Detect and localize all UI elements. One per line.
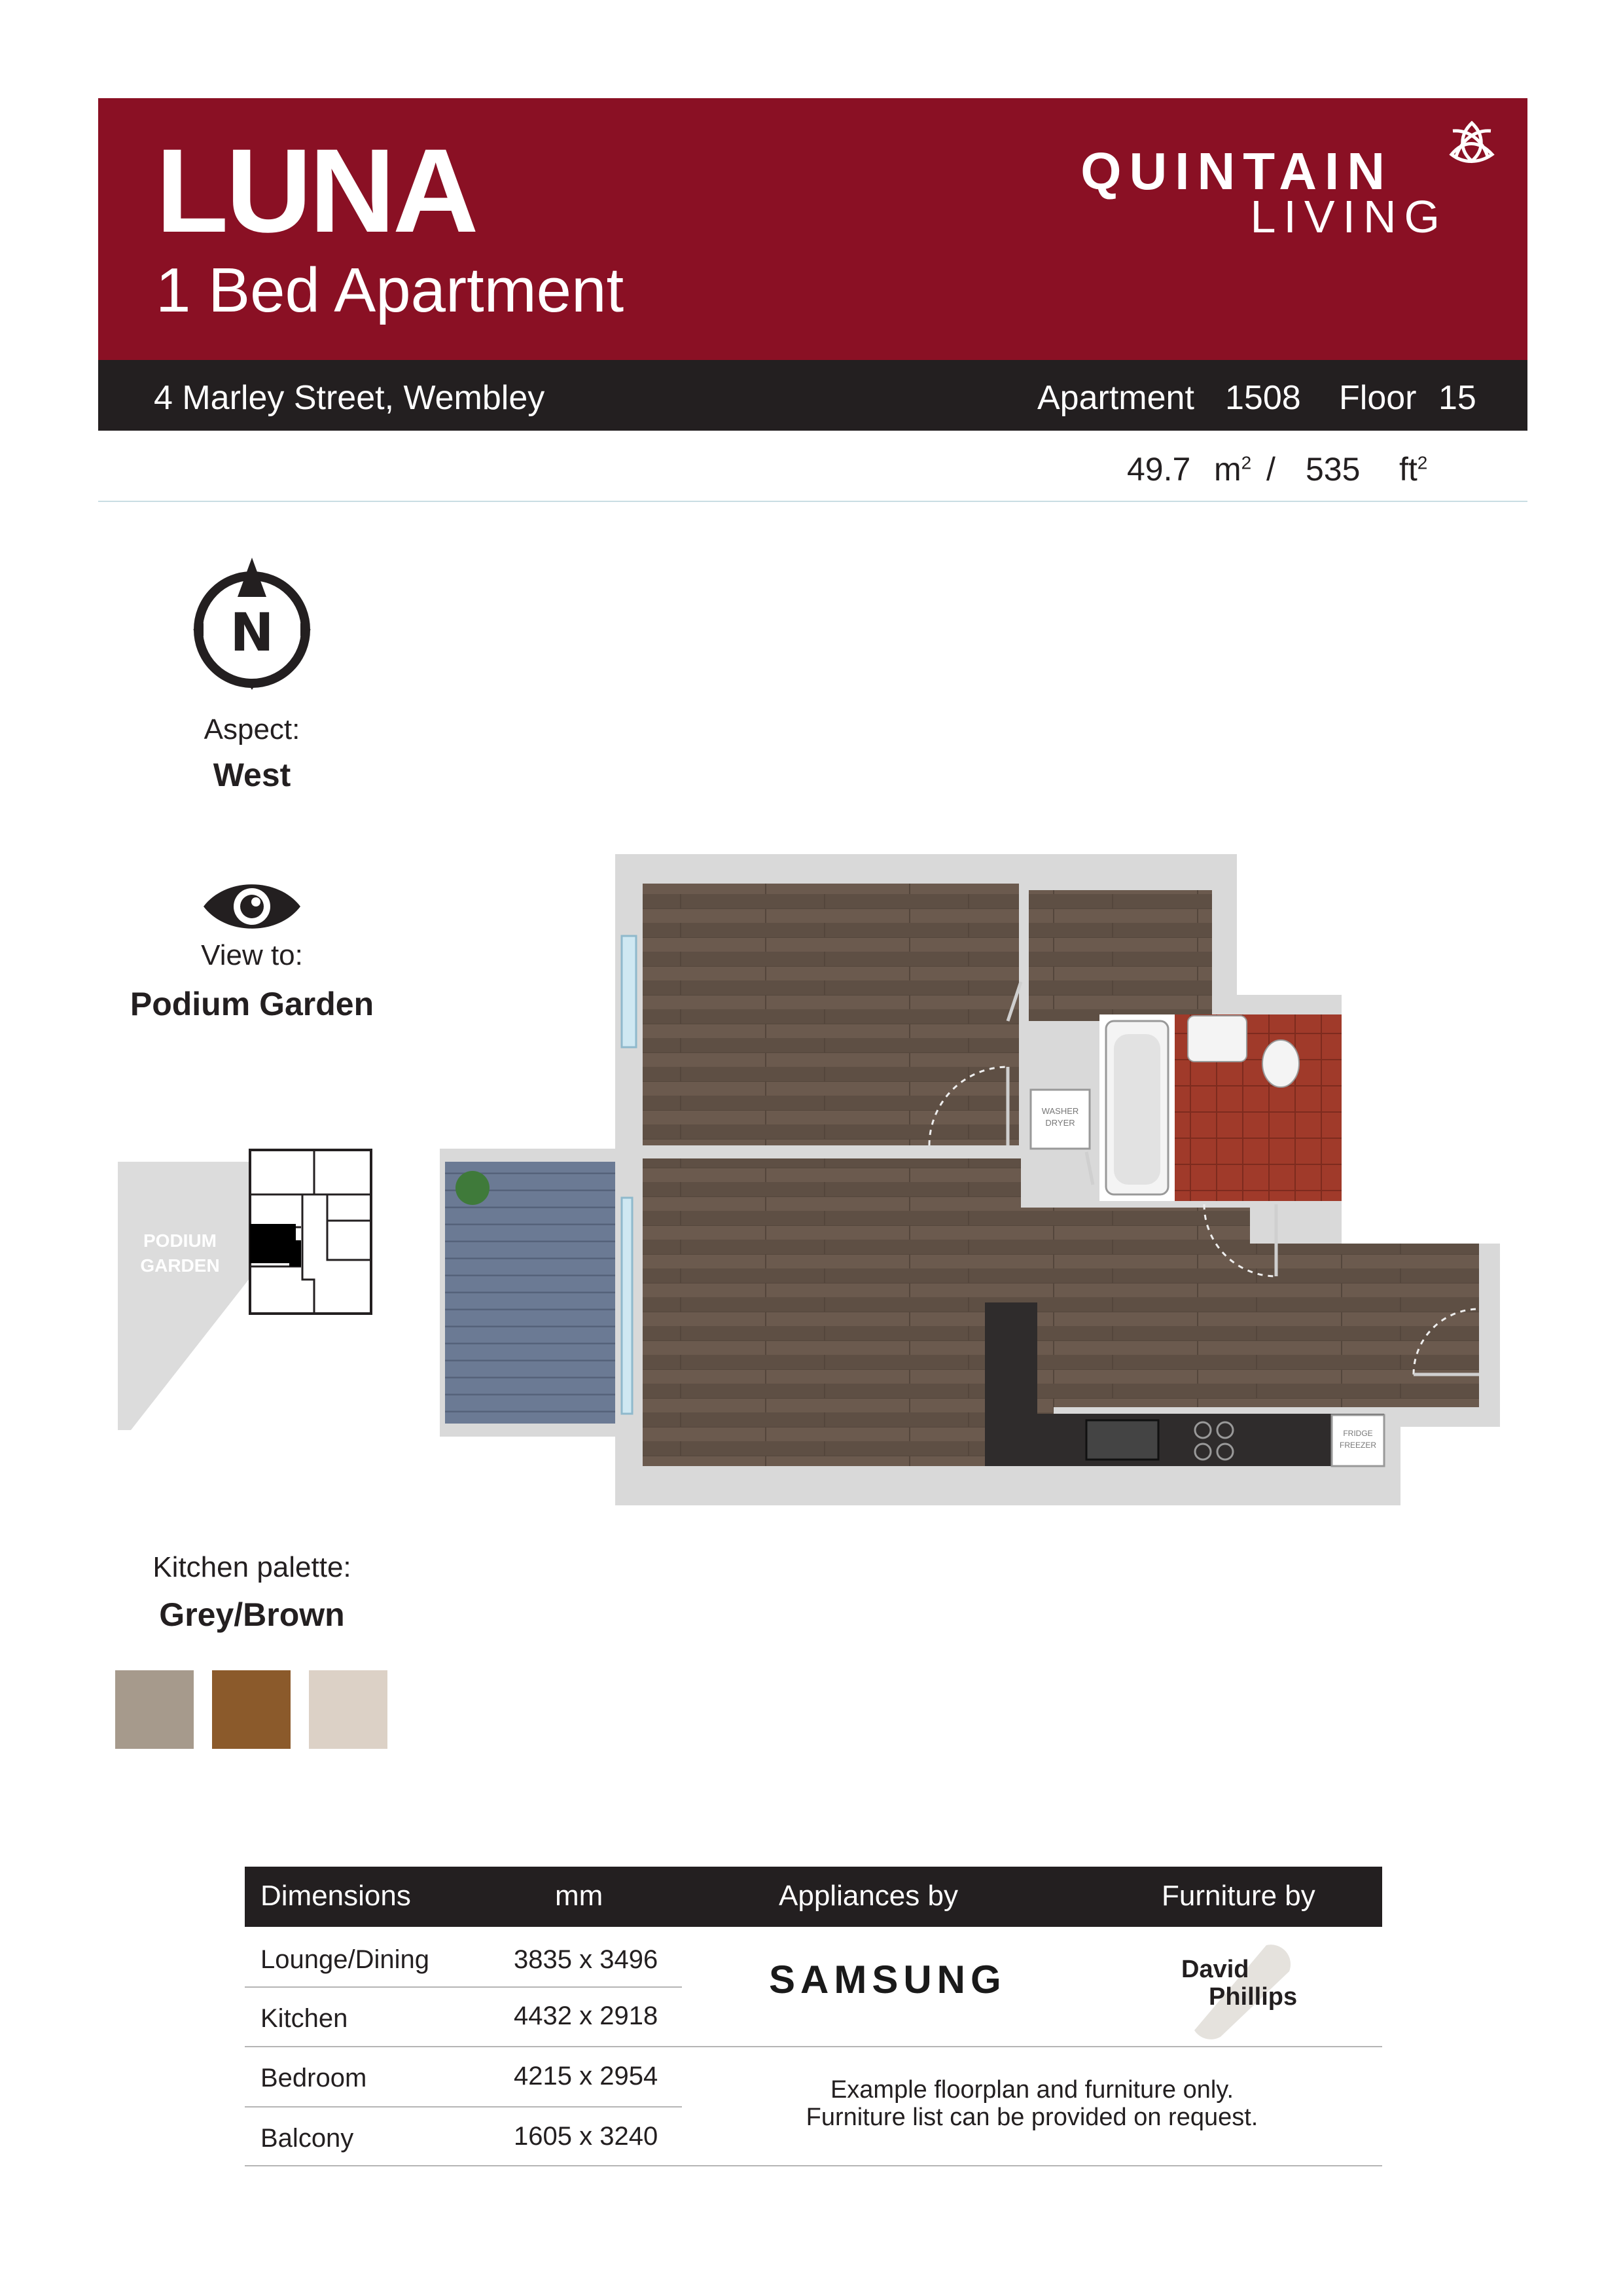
area-sqft: 535 [1306,451,1361,488]
bedroom [643,884,1019,1145]
swatch-cream [309,1670,387,1749]
washer-label-line1: WASHER [1041,1106,1079,1116]
compass-icon [187,551,317,695]
basin [1188,1016,1247,1062]
washer-label-line2: DRYER [1045,1118,1075,1128]
address: 4 Marley Street, Wembley [154,379,545,417]
row-divider [245,1986,682,1988]
floor-plan [432,851,1505,1518]
view-label: View to: [201,939,303,971]
development-title: LUNA [156,124,476,257]
swatch-wood [212,1670,291,1749]
apartment-type: 1 Bed Apartment [156,255,624,325]
keyplan-label-line1: PODIUM [143,1230,217,1251]
header-mm: mm [555,1880,603,1912]
note-line1: Example floorplan and furniture only. [830,2076,1234,2104]
brand-name: QUINTAIN [1080,142,1393,200]
table-bottom-rule [245,2165,1382,2166]
floor-number: 15 [1438,379,1476,417]
row-mm: 1605 x 3240 [514,2122,658,2151]
window [622,936,636,1047]
hallway-upper [1029,890,1212,1021]
floor-label: Floor [1339,379,1417,417]
area-sqft-unit: $ft^2$ [1399,451,1428,488]
row-divider [245,2046,1382,2047]
kitchen-palette-label: Kitchen palette: [152,1551,351,1583]
aspect-value: West [213,757,291,793]
header-dimensions: Dimensions [260,1880,411,1912]
compass-letter: N [230,602,274,663]
area-sqm-unit: $m^2$ [1214,451,1252,488]
aspect-label: Aspect: [204,713,300,745]
row-mm: 4432 x 2918 [514,2001,658,2030]
row-room: Lounge/Dining [260,1945,429,1974]
kitchen-palette-value: Grey/Brown [159,1596,345,1633]
row-room: Balcony [260,2124,354,2153]
row-divider [245,2106,682,2108]
toilet [1262,1040,1299,1087]
view-value: Podium Garden [130,986,374,1022]
plant-icon [455,1171,490,1205]
eye-icon [200,877,304,936]
fridge-label-line1: FRIDGE [1343,1429,1373,1438]
row-mm: 3835 x 3496 [514,1945,658,1974]
furniture-brand-line1: David [1181,1956,1249,1983]
divider [98,501,1527,502]
sink [1086,1420,1158,1460]
row-mm: 4215 x 2954 [514,2062,658,2090]
area-separator: / [1266,451,1275,488]
area-sqm: 49.7 [1127,451,1191,488]
header-furniture: Furniture by [1162,1880,1315,1912]
key-plan [118,1149,380,1430]
keyplan-label-line2: GARDEN [140,1255,220,1276]
balcony-door [622,1198,632,1414]
apartment-number: 1508 [1225,379,1301,417]
kitchen-island [985,1302,1037,1466]
brand-subname: LIVING [1250,191,1448,242]
row-room: Kitchen [260,2004,348,2033]
note-line2: Furniture list can be provided on request. [806,2104,1258,2131]
header-appliances: Appliances by [779,1880,958,1912]
furniture-brand-line2: Phillips [1209,1983,1298,2011]
row-room: Bedroom [260,2064,367,2092]
brand-knot-icon [1445,117,1499,170]
samsung-logo: SAMSUNG [769,1958,1007,2001]
apartment-label: Apartment [1037,379,1194,417]
swatch-grey [115,1670,194,1749]
fridge-label-line2: FREEZER [1339,1441,1377,1450]
